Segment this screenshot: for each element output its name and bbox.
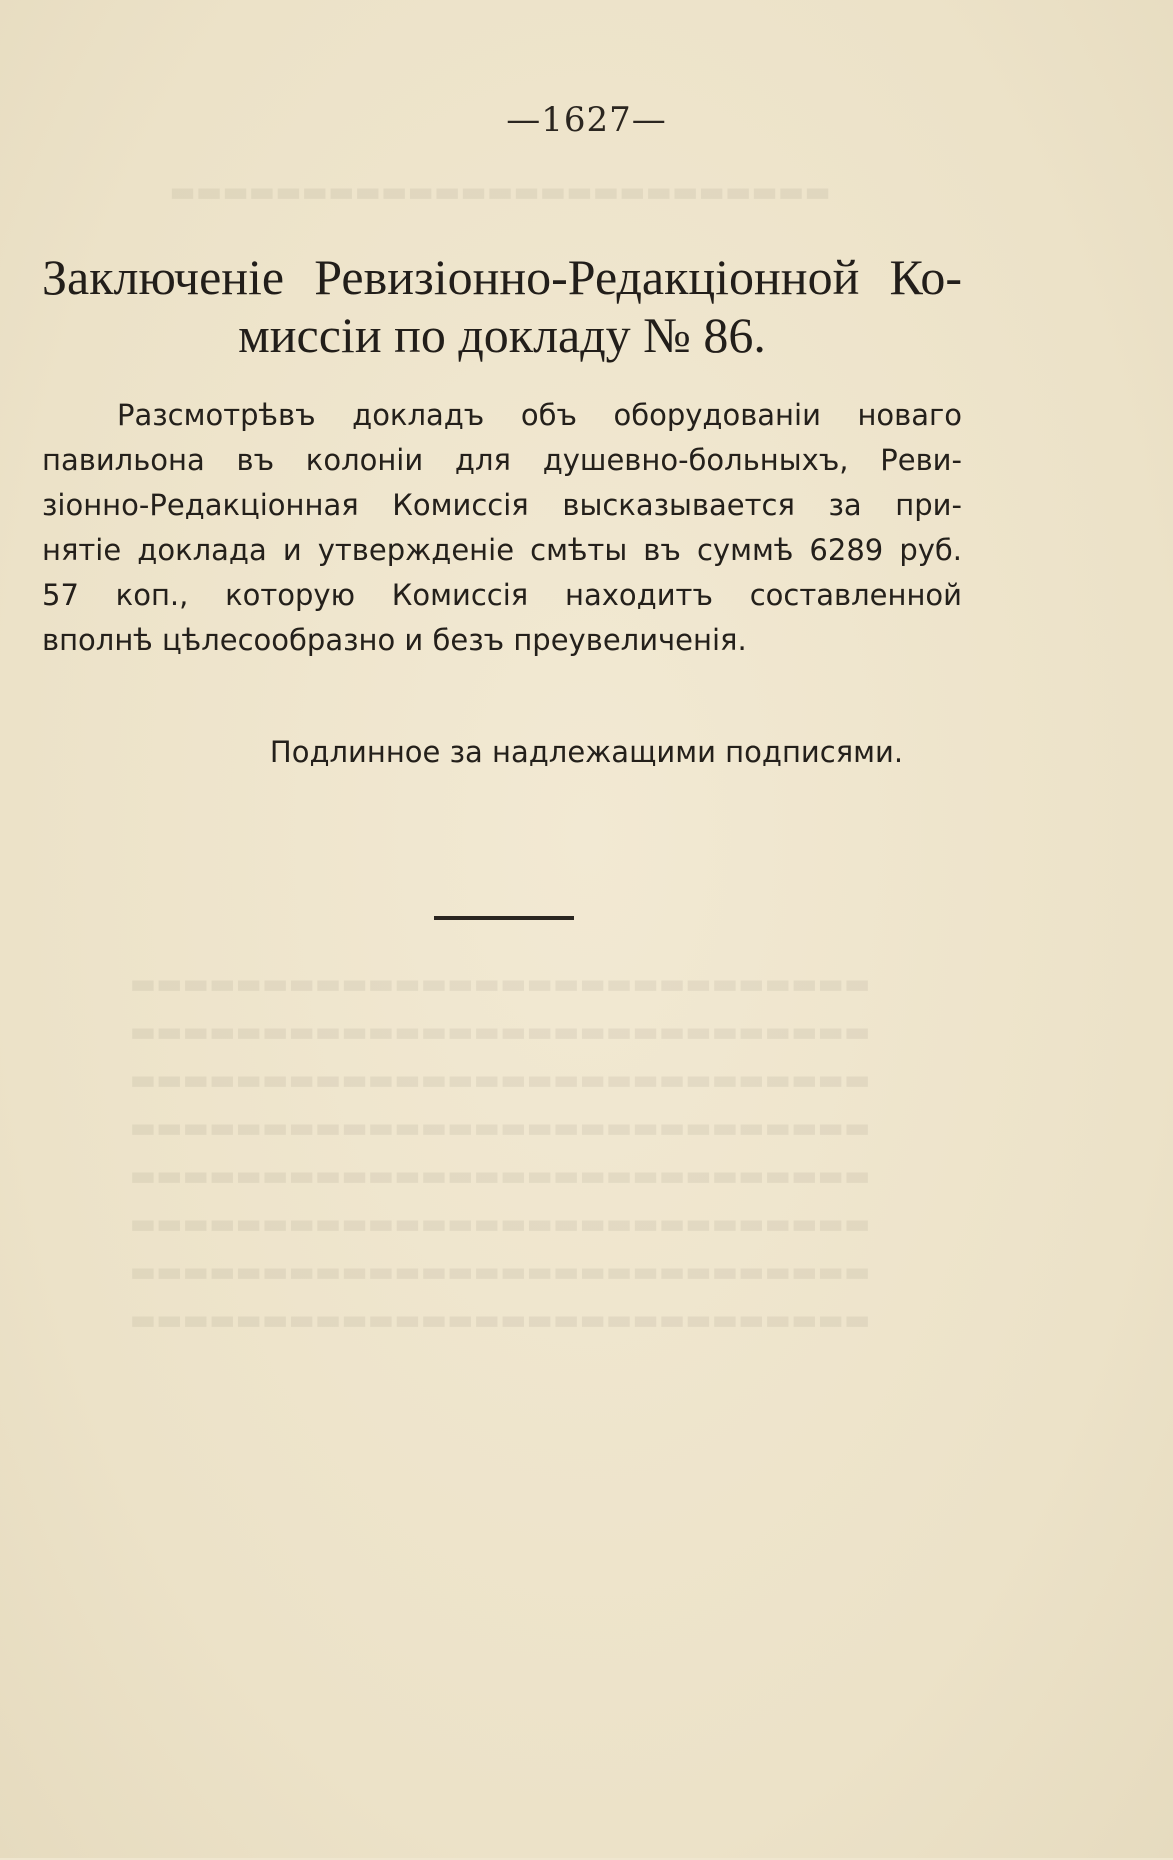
section-heading	[42, 248, 962, 364]
body-line: нятіе доклада и утвержденіе смѣты въ суммѣ 6289 руб.	[42, 533, 962, 567]
body-line: зіонно-Редакціонная Комиссія высказывается за при-	[42, 488, 962, 522]
body-line: 57 коп., которую Комиссія находитъ составленной	[42, 578, 962, 612]
body-paragraph	[42, 393, 962, 663]
page-number: —1627—	[506, 100, 667, 140]
signature-note: Подлинное за надлежащими подписями.	[269, 735, 904, 769]
bleed-through-text: ▬▬▬▬▬▬▬▬▬▬▬▬▬▬▬▬▬▬▬▬▬▬▬▬▬	[169, 175, 831, 208]
body-line: вполнѣ цѣлесообразно и безъ преувеличенія.	[42, 623, 747, 657]
body-line: павильона въ колоніи для душевно-больныхъ, Реви-	[42, 443, 962, 477]
heading-line-2: миссіи по докладу № 86.	[238, 307, 766, 363]
bleed-through-text-block: ▬▬▬▬▬▬▬▬▬▬▬▬▬▬▬▬▬▬▬▬▬▬▬▬▬▬▬▬ ▬▬▬▬▬▬▬▬▬▬▬▬▬▬▬▬▬▬▬▬▬▬▬▬▬▬▬▬ ▬▬▬▬▬▬▬▬▬▬▬▬▬▬▬▬▬▬▬▬▬▬▬▬▬▬▬▬ ▬▬▬▬▬▬▬▬▬▬▬▬▬▬▬▬▬▬▬▬▬▬▬▬▬▬▬▬ ▬▬▬▬▬▬▬▬▬▬▬▬▬▬▬▬▬▬▬▬▬▬▬▬▬▬▬▬ ▬▬▬▬▬▬▬▬▬▬▬▬▬▬▬▬▬▬▬▬▬▬▬▬▬▬▬▬ ▬▬▬▬▬▬▬▬▬▬▬▬▬▬▬▬▬▬▬▬▬▬▬▬▬▬▬▬ ▬▬▬▬▬▬▬▬▬▬▬▬▬▬▬▬▬▬▬▬▬▬▬▬▬▬▬▬	[129, 967, 871, 1336]
heading-line-1: Заключеніе Ревизіонно-Редакціонной Ко-	[42, 249, 962, 305]
end-rule-divider	[434, 916, 574, 920]
body-line: Разсмотрѣвъ докладъ объ оборудованіи новаго	[117, 398, 962, 432]
